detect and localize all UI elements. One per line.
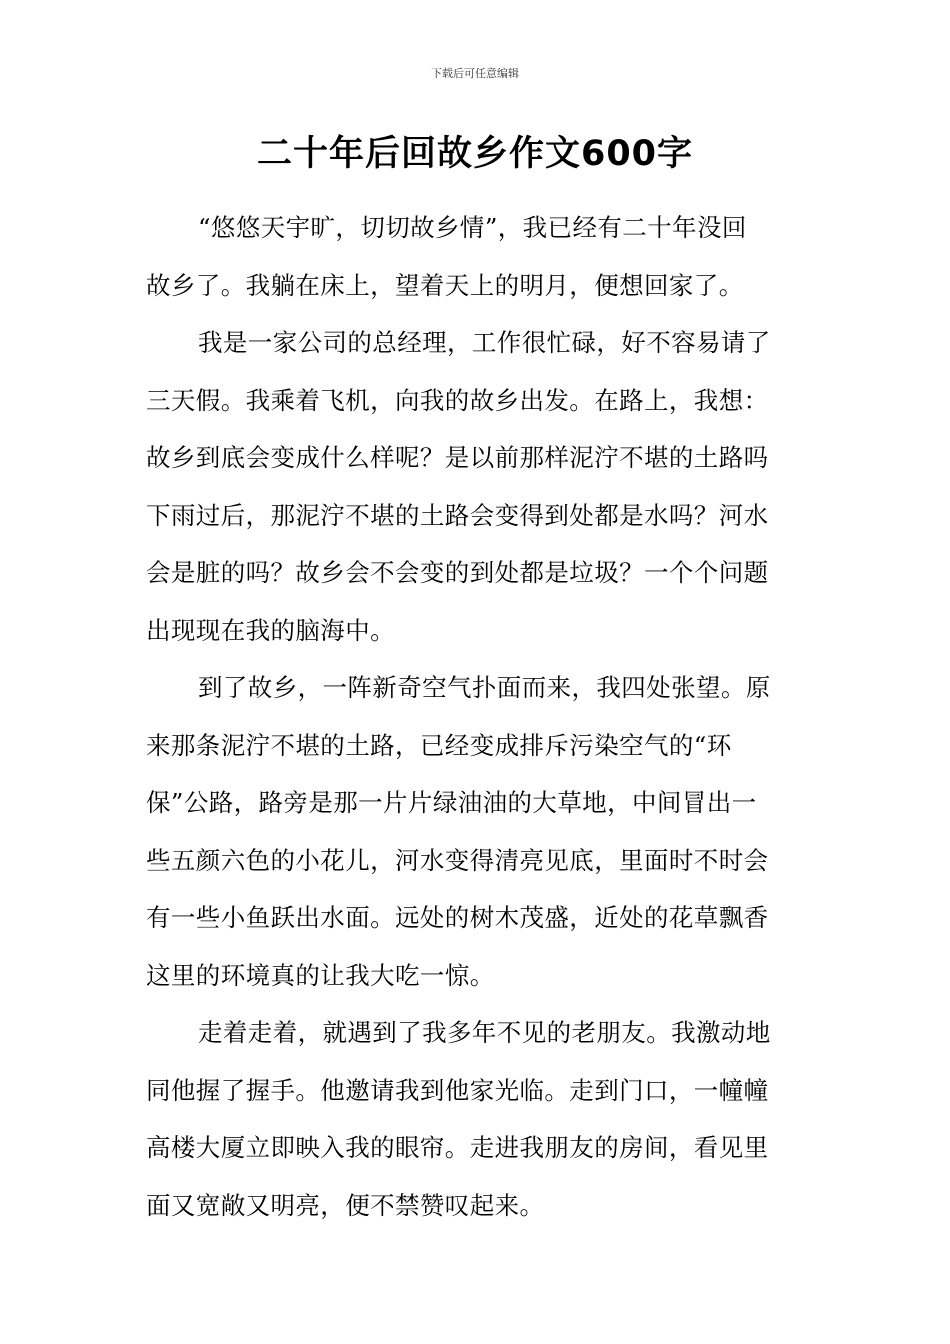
paragraph-line: 保”公路，路旁是那一片片绿油油的大草地，中间冒出一 xyxy=(146,788,757,817)
paragraph-line: 有一些小鱼跃出水面。远处的树木茂盛，近处的花草飘香 xyxy=(146,903,769,932)
paragraph-line: 些五颜六色的小花儿，河水变得清亮见底，里面时不时会 xyxy=(146,845,769,875)
paragraph-line: “悠悠天宇旷，切切故乡情”，我已经有二十年没回 xyxy=(198,213,747,242)
paragraph-line: 走着走着，就遇到了我多年不见的老朋友。我激动地 xyxy=(198,1018,771,1047)
essay-body xyxy=(146,199,816,1234)
paragraph-line: 来那条泥泞不堪的土路，已经变成排斥污染空气的“环 xyxy=(146,730,732,760)
header-note: 下载后可任意编辑 xyxy=(431,67,519,80)
paragraph-3 xyxy=(146,659,816,1004)
paragraph-line: 面又宽敞又明亮，便不禁赞叹起来。 xyxy=(146,1190,545,1220)
paragraph-1 xyxy=(146,199,816,314)
paragraph-line: 这里的环境真的让我大吃一惊。 xyxy=(146,960,495,990)
paragraph-line: 高楼大厦立即映入我的眼帘。走进我朋友的房间，看见里 xyxy=(146,1133,769,1162)
document-title: 二十年后回故乡作文600字 xyxy=(256,134,694,174)
paragraph-line: 同他握了握手。他邀请我到他家光临。走到门口，一幢幢 xyxy=(146,1075,769,1105)
paragraph-line: 我是一家公司的总经理，工作很忙碌，好不容易请了 xyxy=(198,328,771,357)
paragraph-line: 三天假。我乘着飞机，向我的故乡出发。在路上，我想： xyxy=(146,385,769,415)
paragraph-line: 出现现在我的脑海中。 xyxy=(146,615,395,645)
paragraph-line: 到了故乡，一阵新奇空气扑面而来，我四处张望。原 xyxy=(198,673,771,702)
paragraph-4 xyxy=(146,1004,816,1234)
paragraph-line: 会是脏的吗？故乡会不会变的到处都是垃圾？一个个问题 xyxy=(146,558,769,587)
paragraph-line: 故乡了。我躺在床上，望着天上的明月，便想回家了。 xyxy=(146,270,744,300)
paragraph-line: 故乡到底会变成什么样呢？是以前那样泥泞不堪的土路吗 xyxy=(146,443,769,472)
paragraph-line: 下雨过后，那泥泞不堪的土路会变得到处都是水吗？河水 xyxy=(146,500,769,530)
paragraph-2 xyxy=(146,314,816,659)
